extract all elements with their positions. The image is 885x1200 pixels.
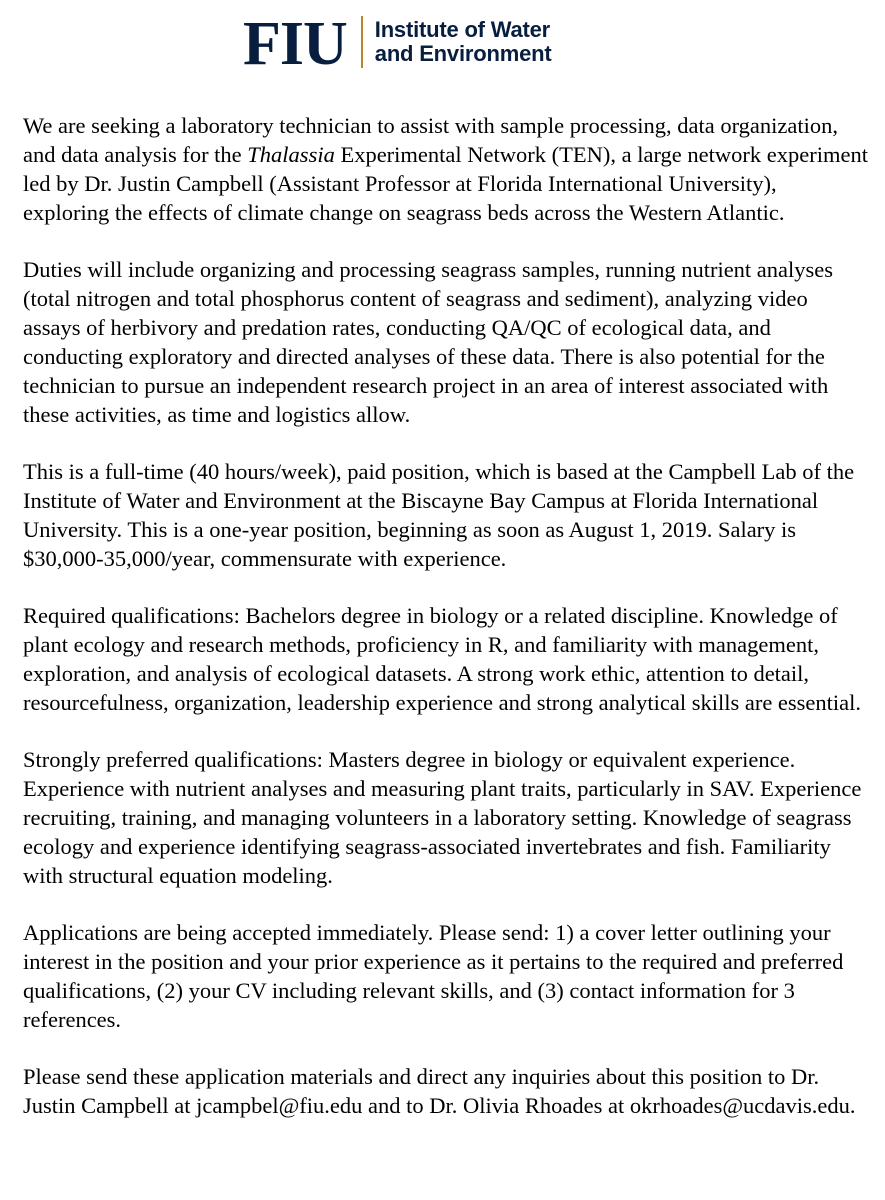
- intro-text-start: We are seeking a laboratory technician to assist with sample processing, data organization, and data analysis for the: [23, 113, 839, 167]
- intro-text-end: Experimental Network (TEN), a large network experiment led by Dr. Justin Campbell (Assistant Professor at Florida International University), exploring the effects of climate change on seagrass beds across the Western Atlantic.: [23, 142, 868, 225]
- institute-name: [375, 18, 552, 66]
- institute-header: [243, 10, 552, 78]
- contact-paragraph: Please send these application materials and direct any inquiries about this position to Dr. Justin Campbell at jcampbel@fiu.edu and to Dr. Olivia Rhoades at okrhoades@ucdavis.edu.: [23, 1064, 856, 1118]
- fiu-logo: FIU: [243, 10, 347, 78]
- institute-name-line-1: Institute of Water: [374, 17, 551, 42]
- applications-paragraph: Applications are being accepted immediately. Please send: 1) a cover letter outlining your interest in the position and your prior experience as it pertains to the required and preferred qualifications, (2) your CV including relevant skills, and (3) contact information for 3 references.: [23, 920, 844, 1032]
- institute-name-line-2: and Environment: [374, 41, 552, 66]
- duties-paragraph: Duties will include organizing and processing seagrass samples, running nutrient analyses (total nitrogen and total phosphorus content of seagrass and sediment), analyzing video assays of herbivory and predation rates, conducting QA/QC of ecological data, and conducting exploratory and directed analyses of these data. There is also potential for the technician to pursue an independent research project in an area of interest associated with these activities, as time and logistics allow.: [23, 257, 834, 427]
- position-paragraph: This is a full-time (40 hours/week), paid position, which is based at the Campbell Lab of the Institute of Water and Environment at the Biscayne Bay Campus at Florida International University. This is a one-year position, beginning as soon as August 1, 2019. Salary is $30,000-35,000/year, commensurate with experience.: [23, 459, 855, 571]
- intro-italic-term: Thalassia: [247, 142, 335, 167]
- preferred-qualifications-paragraph: Strongly preferred qualifications: Masters degree in biology or equivalent experience. Experience with nutrient analyses and measuring plant traits, particularly in SAV. Experience recruiting, training, and managing volunteers in a laboratory setting. Knowledge of seagrass ecology and experience identifying seagrass-associated invertebrates and fish. Familiarity with structural equation modeling.: [23, 747, 862, 888]
- job-posting-body: [23, 111, 868, 1148]
- intro-paragraph: [23, 111, 868, 227]
- logo-divider: [361, 16, 363, 68]
- required-qualifications-paragraph: Required qualifications: Bachelors degree in biology or a related discipline. Knowledge of plant ecology and research methods, proficiency in R, and familiarity with management, exploration, and analysis of ecological datasets. A strong work ethic, attention to detail, resourcefulness, organization, leadership experience and strong analytical skills are essential.: [23, 603, 862, 715]
